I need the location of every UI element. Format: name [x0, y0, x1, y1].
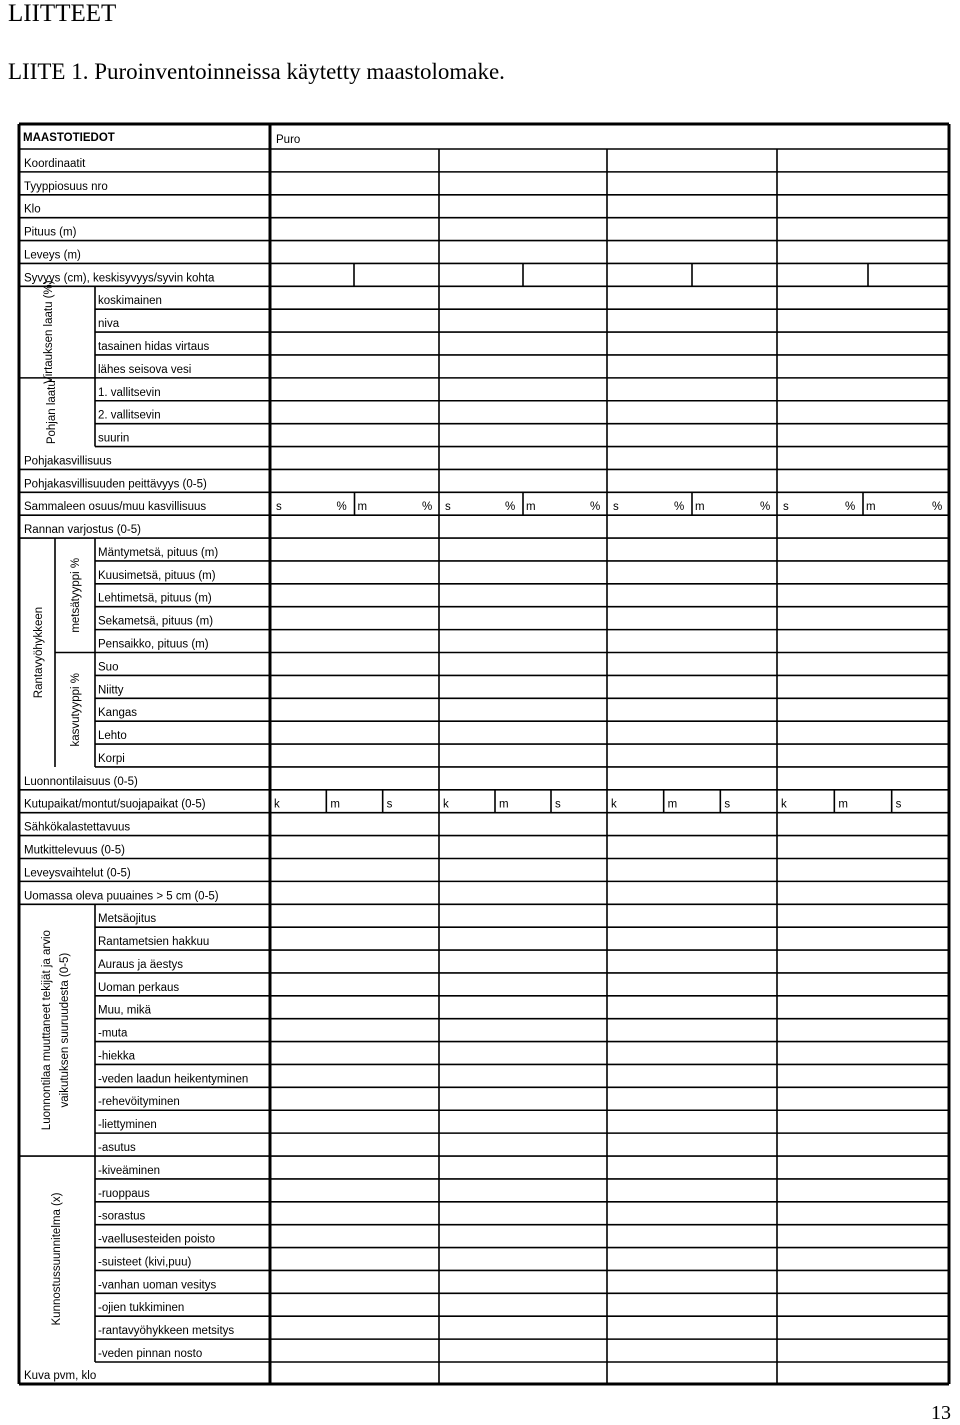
form-row-label: Sähkökalastettavuus: [24, 821, 131, 834]
form-row-label: -vanhan uoman vesitys: [98, 1279, 217, 1292]
form-row-label: -suisteet (kivi,puu): [98, 1256, 192, 1269]
form-row-label: Pensaikko, pituus (m): [98, 638, 209, 651]
form-row-label: -vaellusesteiden poisto: [98, 1233, 215, 1246]
spawn-label: m: [838, 798, 848, 811]
form-row-label: Lehto: [98, 730, 127, 743]
form-row-label: -ruoppaus: [98, 1187, 150, 1200]
form-row-label: -ojien tukkiminen: [98, 1302, 185, 1315]
page-number: 13: [931, 1402, 951, 1424]
group-label-luonnontilaa: Luonnontilaa muuttaneet tekijät ja arvio: [41, 930, 53, 1131]
form-row-label: -asutus: [98, 1142, 136, 1155]
form-row-label: suurin: [98, 432, 130, 445]
group-label-rantavyohyke: Rantavyöhykkeen: [33, 606, 45, 699]
form-row-label: Syvyys (cm), keskisyvyys/syvin kohta: [24, 272, 215, 285]
form-row-label: Niitty: [98, 684, 124, 697]
moss-s-label: s: [276, 501, 282, 514]
moss-percent-label: %: [760, 501, 771, 514]
moss-m-label: m: [866, 501, 876, 514]
group-label-metsatyyppi: metsätyyppi %: [70, 557, 82, 633]
spawn-label: m: [330, 798, 340, 811]
form-row-label: Mutkittelevuus (0-5): [24, 844, 125, 857]
spawn-label: m: [667, 798, 678, 811]
moss-s-label: s: [613, 501, 619, 514]
moss-m-label: m: [695, 501, 705, 514]
form-row-label: 1. vallitsevin: [98, 386, 161, 399]
form-row-label: -veden pinnan nosto: [98, 1348, 203, 1360]
form-row-label: tasainen hidas virtaus: [98, 340, 210, 353]
form-row-label: Rantametsien hakkuu: [98, 936, 210, 949]
spawn-label: k: [611, 798, 617, 811]
form-row-label: -hiekka: [98, 1050, 136, 1063]
form-row-label: Pohjakasvillisuuden peittävyys (0-5): [24, 478, 207, 491]
form-row-label: Leveysvaihtelut (0-5): [24, 867, 131, 880]
form-header-label: MAASTOTIEDOT: [23, 132, 115, 144]
moss-percent-label: %: [674, 501, 685, 514]
form-row-label: Kuva pvm, klo: [24, 1370, 97, 1382]
form-row-label: Muu, mikä: [98, 1004, 152, 1017]
form-row-label: Mäntymetsä, pituus (m): [98, 546, 219, 559]
section-title: LIITTEET: [8, 0, 117, 27]
moss-s-label: s: [445, 501, 451, 514]
form-row-label: Rannan varjostus (0-5): [24, 524, 141, 537]
spawn-label: k: [443, 798, 449, 811]
form-row-label: Suo: [98, 661, 119, 674]
moss-percent-label: %: [422, 501, 433, 514]
form-row-label: Klo: [24, 203, 41, 216]
form-row-label: Sammaleen osuus/muu kasvillisuus: [24, 501, 207, 514]
form-row-label: 2. vallitsevin: [98, 409, 161, 422]
form-row-label: Koordinaatit: [24, 157, 86, 170]
spawn-label: m: [499, 798, 509, 811]
form-row-label: Uoman perkaus: [98, 981, 180, 994]
form-row-label: -muta: [98, 1027, 128, 1040]
group-label-virtaus: Virtauksen laatu (%): [43, 280, 55, 384]
form-row-label: Auraus ja äestys: [98, 958, 184, 971]
form-row-label: Metsäojitus: [98, 913, 157, 926]
form-row-label: Lehtimetsä, pituus (m): [98, 592, 212, 605]
moss-percent-label: %: [845, 501, 856, 514]
moss-percent-label: %: [336, 501, 347, 514]
form-row-label: Sekametsä, pituus (m): [98, 615, 214, 628]
group-label-vaikutus: vaikutuksen suuruudesta (0-5): [59, 952, 71, 1108]
form-row-label: -veden laadun heikentyminen: [98, 1073, 249, 1086]
form-row-label: Leveys (m): [24, 249, 81, 262]
moss-m-label: m: [526, 501, 536, 514]
form-row-label: -liettyminen: [98, 1119, 157, 1132]
spawn-label: s: [724, 798, 731, 811]
form-row-label: lähes seisova vesi: [98, 363, 192, 376]
moss-m-label: m: [357, 501, 368, 514]
group-label-kasvutyyppi: kasvutyyppi %: [70, 672, 82, 747]
form-row-label: Kangas: [98, 707, 138, 720]
form-stream-label: Puro: [276, 134, 301, 146]
group-label-pohja: Pohjan laatu: [46, 380, 58, 445]
form-row-label: Luonnontilaisuus (0-5): [24, 775, 138, 788]
form-row-label: Kuusimetsä, pituus (m): [98, 569, 216, 582]
form-row-label: Kutupaikat/montut/suojapaikat (0-5): [24, 798, 206, 811]
form-row-label: -rehevöityminen: [98, 1096, 180, 1109]
form-row-label: Korpi: [98, 752, 125, 765]
form-row-label: Uomassa oleva puuaines > 5 cm (0-5): [24, 890, 219, 903]
form-row-label: -rantavyöhykkeen metsitys: [98, 1325, 235, 1338]
spawn-label: s: [895, 798, 902, 811]
form-row-label: koskimainen: [98, 295, 162, 308]
form-row-label: Pohjakasvillisuus: [24, 455, 112, 468]
form-row-label: -kiveäminen: [98, 1164, 160, 1177]
moss-percent-label: %: [505, 501, 516, 514]
spawn-label: s: [555, 798, 561, 811]
spawn-label: k: [781, 798, 787, 811]
form-row-label: niva: [98, 318, 120, 331]
figure-caption: LIITE 1. Puroinventoinneissa käytetty maastolomake.: [8, 59, 505, 84]
moss-s-label: s: [783, 501, 789, 514]
form-row-label: -sorastus: [98, 1210, 146, 1223]
form-row-label: Pituus (m): [24, 226, 77, 239]
form-row-label: Tyyppiosuus nro: [24, 180, 108, 193]
spawn-label: s: [386, 798, 393, 811]
group-label-kunnostus: Kunnostussuunnitelma (x): [51, 1192, 63, 1326]
spawn-label: k: [274, 798, 280, 811]
moss-percent-label: %: [932, 501, 943, 514]
moss-percent-label: %: [590, 501, 601, 514]
